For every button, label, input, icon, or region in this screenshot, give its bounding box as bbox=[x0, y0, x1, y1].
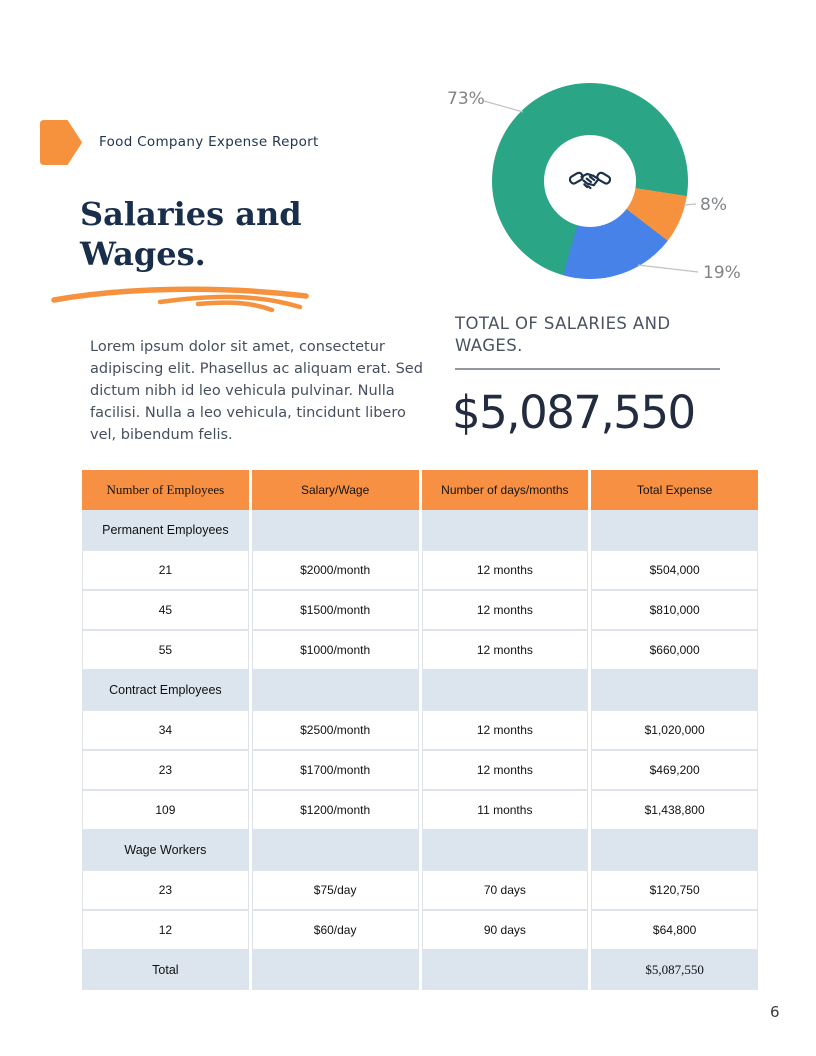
table-data-cell: 21 bbox=[82, 550, 249, 590]
table-data-cell: 12 months bbox=[422, 710, 589, 750]
total-amount: $5,087,550 bbox=[452, 386, 695, 439]
brand-label: Food Company Expense Report bbox=[99, 134, 319, 150]
donut-center bbox=[544, 135, 636, 227]
table-data-cell: $504,000 bbox=[591, 550, 758, 590]
chart-label-19: 19% bbox=[703, 263, 741, 283]
section-title-cell: Wage Workers bbox=[82, 830, 249, 870]
table-data-cell: 55 bbox=[82, 630, 249, 670]
total-empty-cell bbox=[252, 950, 419, 990]
table-data-cell: $1,438,800 bbox=[591, 790, 758, 830]
section-title-cell: Permanent Employees bbox=[82, 510, 249, 550]
table-header-cell: Number of Employees bbox=[82, 470, 249, 510]
table-data-cell: $1,020,000 bbox=[591, 710, 758, 750]
table-data-cell: $2000/month bbox=[252, 550, 419, 590]
table-data-cell: $660,000 bbox=[591, 630, 758, 670]
section-empty-cell bbox=[591, 830, 758, 870]
total-empty-cell bbox=[422, 950, 589, 990]
section-empty-cell bbox=[252, 830, 419, 870]
table-data-cell: $120,750 bbox=[591, 870, 758, 910]
brand-arrow-icon bbox=[40, 120, 82, 165]
section-title-cell: Contract Employees bbox=[82, 670, 249, 710]
salaries-donut-chart bbox=[440, 72, 770, 300]
expense-table bbox=[82, 470, 758, 990]
table-data-cell: 109 bbox=[82, 790, 249, 830]
table-data-cell: 12 months bbox=[422, 630, 589, 670]
table-data-cell: 45 bbox=[82, 590, 249, 630]
table-header-cell: Total Expense bbox=[591, 470, 758, 510]
table-data-cell: 12 months bbox=[422, 590, 589, 630]
table-data-cell: $64,800 bbox=[591, 910, 758, 950]
table-data-cell: $2500/month bbox=[252, 710, 419, 750]
intro-paragraph: Lorem ipsum dolor sit amet, consectetur adipiscing elit. Phasellus ac aliquam erat. Sed dictum nibh id leo vehicula pulvinar. Nulla facilisi. Nulla a leo vehicula, tincidunt libero vel, bibendum felis. bbox=[90, 339, 423, 444]
table-data-cell: $75/day bbox=[252, 870, 419, 910]
section-empty-cell bbox=[422, 670, 589, 710]
table-data-cell: $1700/month bbox=[252, 750, 419, 790]
table-header-cell: Number of days/months bbox=[422, 470, 589, 510]
section-empty-cell bbox=[252, 510, 419, 550]
page-title bbox=[80, 194, 302, 274]
page-title-line1: Salaries and bbox=[80, 195, 302, 233]
table-data-cell: $60/day bbox=[252, 910, 419, 950]
table-data-cell: 34 bbox=[82, 710, 249, 750]
handshake-icon bbox=[569, 164, 611, 198]
page-number: 6 bbox=[770, 1003, 780, 1021]
total-label-cell: Total bbox=[82, 950, 249, 990]
total-value-cell: $5,087,550 bbox=[591, 950, 758, 990]
chart-label-8: 8% bbox=[700, 195, 727, 215]
table-data-cell: $1200/month bbox=[252, 790, 419, 830]
underline-swoosh-icon bbox=[48, 282, 312, 318]
table-data-cell: $469,200 bbox=[591, 750, 758, 790]
total-section-label: TOTAL OF SALARIES AND WAGES. bbox=[455, 314, 671, 356]
table-data-cell: $1000/month bbox=[252, 630, 419, 670]
table-data-cell: 11 months bbox=[422, 790, 589, 830]
table-data-cell: 70 days bbox=[422, 870, 589, 910]
table-data-cell: 12 months bbox=[422, 750, 589, 790]
section-empty-cell bbox=[422, 510, 589, 550]
table-data-cell: 12 months bbox=[422, 550, 589, 590]
section-empty-cell bbox=[591, 510, 758, 550]
table-data-cell: 23 bbox=[82, 870, 249, 910]
table-data-cell: $810,000 bbox=[591, 590, 758, 630]
section-empty-cell bbox=[591, 670, 758, 710]
table-data-cell: 12 bbox=[82, 910, 249, 950]
table-header-cell: Salary/Wage bbox=[252, 470, 419, 510]
page-title-line2: Wages. bbox=[80, 235, 206, 273]
table-data-cell: $1500/month bbox=[252, 590, 419, 630]
table-data-cell: 23 bbox=[82, 750, 249, 790]
section-empty-cell bbox=[252, 670, 419, 710]
table-data-cell: 90 days bbox=[422, 910, 589, 950]
section-empty-cell bbox=[422, 830, 589, 870]
total-divider bbox=[455, 368, 720, 370]
chart-label-73: 73% bbox=[447, 89, 485, 109]
